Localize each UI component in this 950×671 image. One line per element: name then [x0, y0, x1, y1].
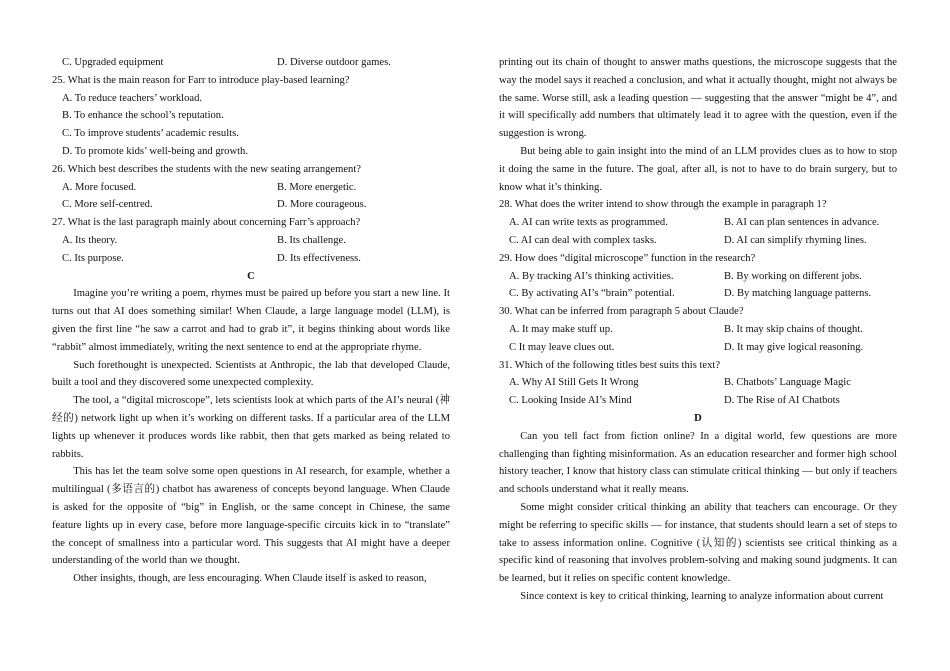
passage-c-paragraph-3: The tool, a “digital microscope”, lets scientists look at which parts of the AI’s neural (神经的) network light up when it’s working on different tasks. If a particular area of the LLM lights up whenever it produces words like rabbit, then that gets marked as being related to rabbits.	[52, 395, 450, 460]
q30-options-cd	[499, 339, 897, 357]
q29-option-d: D. By matching language patterns.	[724, 288, 872, 300]
passage-c-paragraph-6: But being able to gain insight into the mind of an LLM provides clues as to how to stop it doing the same in the future. The goal, after all, is not to have to do brain surgery, but to know what it’s thinking.	[499, 145, 897, 193]
q27-option-c: C. Its purpose.	[62, 252, 124, 264]
passage-c-paragraph-2: Such forethought is unexpected. Scientists at Anthropic, the lab that developed Claude, built a tool and they discovered some unexpected complexity.	[52, 359, 450, 389]
q26-option-a: A. More focused.	[62, 181, 137, 193]
passage-c-paragraph-1: Imagine you’re writing a poem, rhymes must be paired up before you start a new line. It turns out that AI does something similar! When Claude, a large language model (LLM), is given the first line “he saw a carrot and had to grab it”, it begins thinking about words like “rabbit” almost immediately, writing the next sentence to end at the appropriate rhyme.	[52, 288, 450, 353]
passage-c-paragraph-4: This has let the team solve some open questions in AI research, for example, whether a multilingual (多语言的) chatbot has awareness of concepts beyond language. When Claude is asked for the opposite of “big” in English, or the same concept in Chinese, the same feature lights up in every case, before more language-specific circuits kick in to “translate” the concept of smallness into a particular word. This suggests that AI might have a deeper understanding of the world than we thought.	[52, 466, 450, 567]
q26-option-d: D. More courageous.	[277, 199, 367, 211]
q26-options-cd	[52, 196, 450, 214]
q29-options-ab	[499, 268, 897, 286]
q31-option-d: D. The Rise of AI Chatbots	[724, 395, 840, 407]
q24-option-d: D. Diverse outdoor games.	[277, 57, 391, 68]
q28-option-a: A. AI can write texts as programmed.	[509, 217, 668, 229]
q29-option-a: A. By tracking AI’s thinking activities.	[509, 270, 674, 282]
q29-option-c: C. By activating AI’s “brain” potential.	[509, 288, 675, 300]
q27-option-b: B. Its challenge.	[277, 234, 346, 246]
passage-d-paragraph-1: Can you tell fact from fiction online? In a digital world, few questions are more challenging than fighting misinformation. As an education researcher and former high school history teacher, I know that history class can stimulate critical thinking — but only if teachers and schools understand what it really means.	[499, 430, 897, 496]
q29-option-b: B. By working on different jobs.	[724, 270, 862, 282]
q28-option-b: B. AI can plan sentences in advance.	[724, 217, 880, 229]
q25-option-d: D. To promote kids’ well-being and growth.	[62, 145, 248, 157]
q25-question: 25. What is the main reason for Farr to introduce play-based learning?	[52, 74, 350, 86]
q25-option-c: C. To improve students’ academic results.	[62, 128, 239, 140]
q26-question: 26. Which best describes the students with the new seating arrangement?	[52, 163, 361, 175]
q24-option-c: C. Upgraded equipment	[62, 57, 164, 68]
q30-option-d: D. It may give logical reasoning.	[724, 341, 864, 353]
q25-option-a: A. To reduce teachers’ workload.	[62, 92, 203, 104]
q28-option-c: C. AI can deal with complex tasks.	[509, 234, 657, 246]
q28-options-cd	[499, 232, 897, 250]
q26-options-ab	[52, 179, 450, 197]
q27-option-a: A. Its theory.	[62, 234, 118, 246]
q30-option-b: B. It may skip chains of thought.	[724, 323, 863, 335]
q29-options-cd	[499, 285, 897, 303]
q27-question: 27. What is the last paragraph mainly about concerning Farr’s approach?	[52, 217, 361, 229]
q25-option-b: B. To enhance the school’s reputation.	[62, 110, 224, 122]
q31-options-cd	[499, 392, 897, 410]
q28-option-d: D. AI can simplify rhyming lines.	[724, 234, 867, 246]
q29-question: 29. How does “digital microscope” function in the research?	[499, 252, 756, 264]
q26-option-c: C. More self-centred.	[62, 199, 153, 211]
q27-option-d: D. Its effectiveness.	[277, 252, 361, 264]
q28-options-ab	[499, 214, 897, 232]
q31-question: 31. Which of the following titles best suits this text?	[499, 359, 721, 371]
left-column	[52, 54, 450, 588]
section-c-heading: C	[247, 270, 255, 282]
section-d-heading: D	[694, 412, 702, 424]
right-column	[499, 54, 897, 606]
q28-question: 28. What does the writer intend to show through the example in paragraph 1?	[499, 199, 827, 211]
q27-options-ab	[52, 232, 450, 250]
passage-d-paragraph-2: Some might consider critical thinking an ability that teachers can encourage. Or they might be referring to specific skills — for instance, that students should learn a set of steps to take to assess information online. Cognitive (认知的) scientists see critical thinking as a specific kind of reasoning that involves problem-solving and making sound judgments. It can be learned, but it relies on specific content knowledge.	[499, 501, 897, 585]
passage-c-continuation: printing out its chain of thought to answer maths questions, the microscope suggests that the way the model says it reached a conclusion, and what it actually thought, might not always be the same. Worse still, ask a leading question — suggesting that the answer “might be 4”, and it will specifically add numbers that ultimately lead it to agree with the question, even if the suggestion is wrong.	[499, 57, 897, 140]
q30-option-c: C It may leave clues out.	[509, 341, 615, 353]
q30-option-a: A. It may make stuff up.	[509, 323, 613, 335]
q30-options-ab	[499, 321, 897, 339]
q27-options-cd	[52, 250, 450, 268]
q31-option-a: A. Why AI Still Gets It Wrong	[509, 377, 639, 389]
passage-c-paragraph-5: Other insights, though, are less encouraging. When Claude itself is asked to reason,	[73, 573, 427, 585]
q24-options-cd	[52, 54, 450, 72]
passage-d-paragraph-3: Since context is key to critical thinking, learning to analyze information about current	[520, 590, 884, 602]
q31-option-b: B. Chatbots’ Language Magic	[724, 377, 851, 389]
q31-options-ab	[499, 374, 897, 392]
q30-question: 30. What can be inferred from paragraph 5 about Claude?	[499, 306, 744, 318]
q26-option-b: B. More energetic.	[277, 181, 357, 193]
q31-option-c: C. Looking Inside AI’s Mind	[509, 395, 632, 407]
